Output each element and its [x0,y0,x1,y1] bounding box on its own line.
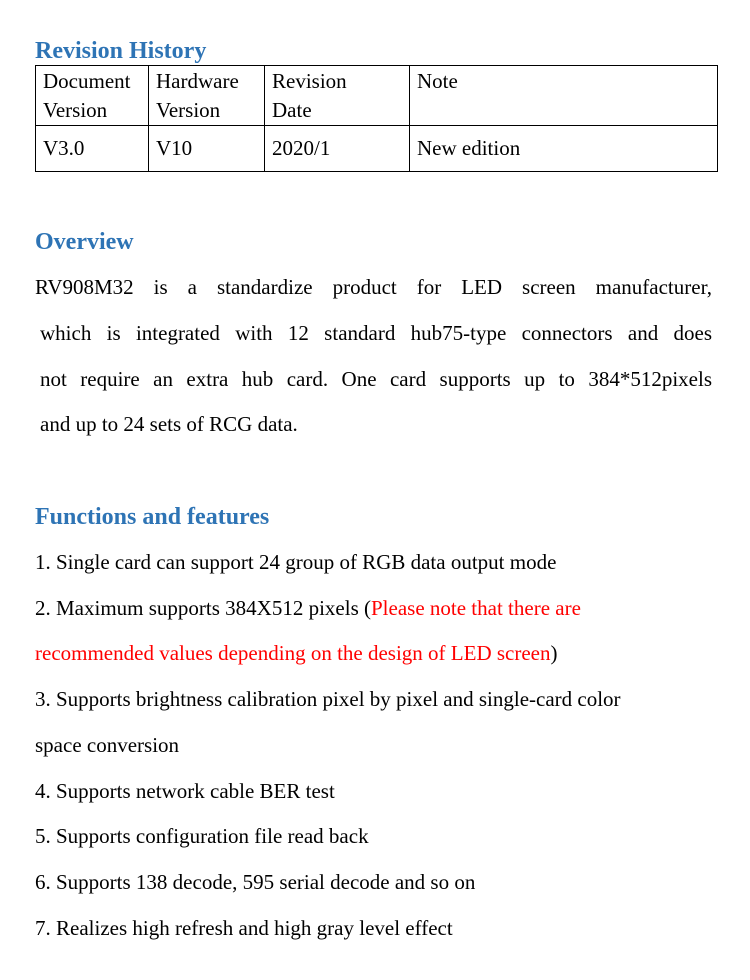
revision-history-table [35,65,718,172]
overview-line-4: and up to 24 sets of RCG data. [40,412,298,436]
table-row [36,126,718,172]
feature-item-3: 3. Supports brightness calibration pixel by pixel and single-card color [35,687,621,711]
cell-revision-date: 2020/1 [265,126,410,172]
feature-item-1: 1. Single card can support 24 group of RGB data output mode [35,550,557,574]
feature-item-5: 5. Supports configuration file read back [35,824,369,848]
overview-line-1: RV908M32 is a standardize product for LED screen manufacturer, [35,275,712,299]
feature-item-6: 6. Supports 138 decode, 595 serial decode and so on [35,870,476,894]
cell-document-version: V3.0 [36,126,149,172]
revision-history-heading: Revision History [35,38,207,64]
overview-heading: Overview [35,229,134,255]
feature-item-4: 4. Supports network cable BER test [35,779,335,803]
feature-item-2-continued [35,639,558,667]
feature-item-3-continued: space conversion [35,733,180,757]
column-header-note: Note [410,66,718,126]
feature-item-2-note: Please note that there are [371,596,581,620]
functions-heading: Functions and features [35,504,270,530]
column-header-hardware-version: Hardware Version [149,66,265,126]
feature-item-2-note-continued: recommended values depending on the design of LED screen [35,641,551,665]
closing-parenthesis: ) [550,641,558,665]
cell-hardware-version: V10 [149,126,265,172]
column-header-document-version: Document Version [36,66,149,126]
feature-item-2-text: 2. Maximum supports 384X512 pixels ( [35,596,371,620]
table-header-row [36,66,718,126]
column-header-revision-date: Revision Date [265,66,410,126]
overview-line-3: not require an extra hub card. One card supports up to 384*512pixels [40,367,712,391]
feature-item-2 [35,594,581,622]
overview-line-2: which is integrated with 12 standard hub75-type connectors and does [40,321,712,345]
feature-item-7: 7. Realizes high refresh and high gray level effect [35,916,453,940]
cell-note: New edition [410,126,718,172]
